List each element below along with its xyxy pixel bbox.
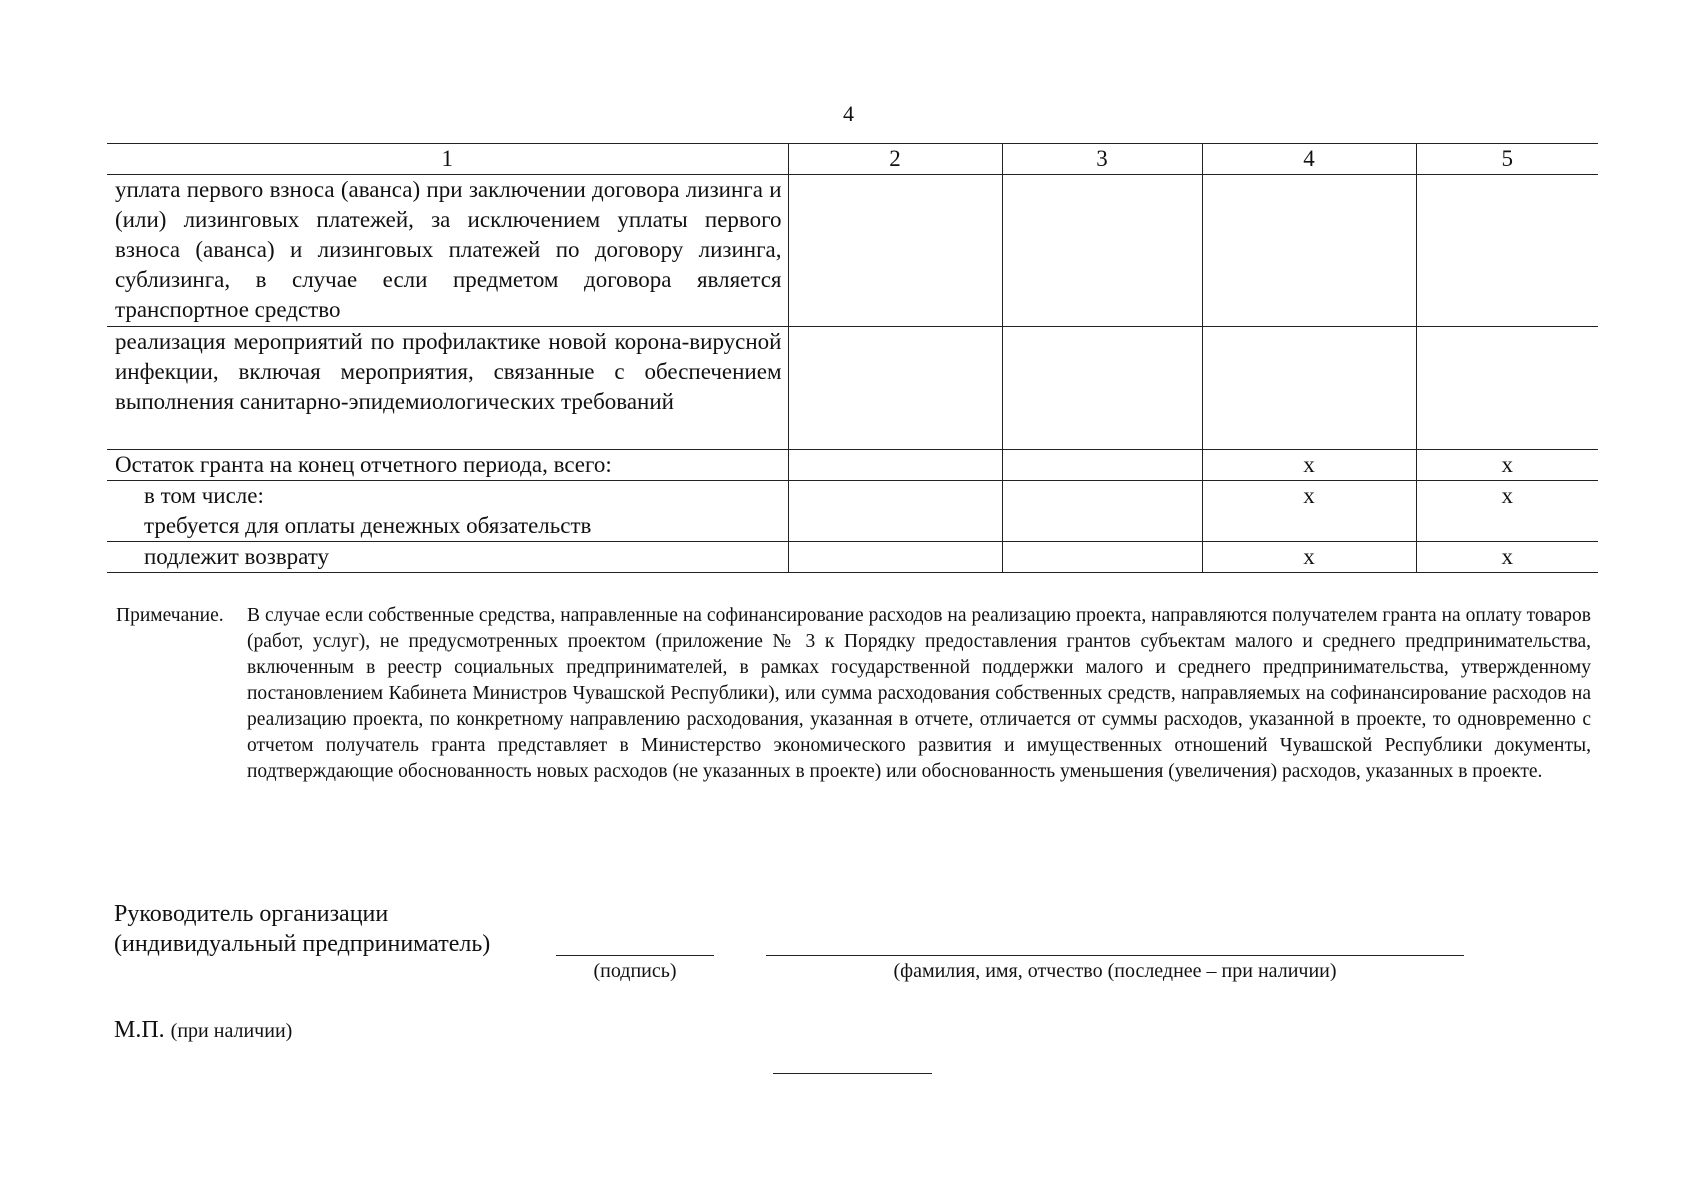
- row-description: уплата первого взноса (аванса) при заключении договора лизинга и (или) лизинговых платежей, за исключением уплаты первого взноса (аванса) и лизинговых платежей по договору лизинга, сублизинга, в случае если предметом договора является транспортное средство: [107, 175, 788, 327]
- signature-caption: (подпись): [593, 960, 677, 982]
- signatory-title: [114, 899, 490, 959]
- table-cell: [1202, 327, 1416, 450]
- signatory-title-line: (индивидуальный предприниматель): [114, 931, 491, 957]
- stamp-place: [114, 1017, 292, 1044]
- column-header: 4: [1202, 144, 1416, 175]
- table-header-row: [107, 144, 1598, 175]
- table-cell: [788, 450, 1002, 481]
- row-description: [107, 481, 788, 542]
- note-text: В случае если собственные средства, направленные на софинансирование расходов на реализацию проекта, направляются получателем гранта на оплату товаров (работ, услуг), не предусмотренных проектом (приложение № 3 к Порядку предоставления грантов субъектам малого и среднего предпринимательства, включенным в реестр социальных предпринимателей, в рамках государственной поддержки малого и среднего предпринимательства, утвержденному постановлением Кабинета Министров Чувашской Республики), или сумма расходования собственных средств, направляемых на софинансирование расходов на реализацию проекта, по конкретному направлению расходования, указанная в отчете, отличается от суммы расходов, указанной в проекте, то одновременно с отчетом получатель гранта представляет в Министерство экономического развития и имущественных отношений Чувашской Республики документы, подтверждающие обоснованность новых расходов (не указанных в проекте) или обоснованность уменьшения (увеличения) расходов, указанных в проекте.: [247, 605, 1591, 782]
- table-cell: x: [1416, 450, 1598, 481]
- table-cell: [1002, 327, 1202, 450]
- full-name-line: [766, 955, 1464, 956]
- table-cell: x: [1202, 542, 1416, 573]
- table-row: [107, 542, 1598, 573]
- column-header: 3: [1002, 144, 1202, 175]
- table-row: [107, 481, 1598, 542]
- stamp-note: (при наличии): [170, 1020, 293, 1042]
- table-cell: x: [1202, 481, 1416, 542]
- table-row: [107, 450, 1598, 481]
- signatory-title-line: Руководитель организации: [114, 901, 389, 927]
- row-description-line: требуется для оплаты денежных обязательств: [144, 513, 592, 538]
- row-description: Остаток гранта на конец отчетного периода, всего:: [107, 450, 788, 481]
- table-cell: [788, 481, 1002, 542]
- note-label: Примечание.: [116, 605, 224, 626]
- signature-line: [556, 955, 714, 956]
- note: [116, 603, 1591, 785]
- bottom-divider: [773, 1073, 932, 1074]
- table-cell: x: [1416, 481, 1598, 542]
- page-number: 4: [843, 101, 854, 126]
- table-cell: [1416, 327, 1598, 450]
- table-row: [107, 175, 1598, 327]
- table-cell: [1002, 175, 1202, 327]
- full-name-caption: (фамилия, имя, отчество (последнее – при наличии): [893, 960, 1337, 982]
- table-cell: [788, 327, 1002, 450]
- table-cell: x: [1202, 450, 1416, 481]
- table-cell: [1416, 175, 1598, 327]
- stamp-label: М.П.: [114, 1017, 165, 1043]
- table-cell: [1002, 481, 1202, 542]
- row-description: реализация мероприятий по профилактике новой корона-вирусной инфекции, включая мероприятия, связанные с обеспечением выполнения санитарно-эпидемиологических требований: [107, 327, 788, 450]
- row-description: подлежит возврату: [107, 542, 788, 573]
- column-header: 5: [1416, 144, 1598, 175]
- table-cell: [1002, 450, 1202, 481]
- table-row: [107, 327, 1598, 450]
- table-cell: [1202, 175, 1416, 327]
- table-cell: [788, 542, 1002, 573]
- table-cell: [1002, 542, 1202, 573]
- column-header: 1: [107, 144, 788, 175]
- row-description-line: в том числе:: [144, 483, 264, 508]
- report-table: [107, 143, 1598, 573]
- column-header: 2: [788, 144, 1002, 175]
- table-cell: [788, 175, 1002, 327]
- table-cell: x: [1416, 542, 1598, 573]
